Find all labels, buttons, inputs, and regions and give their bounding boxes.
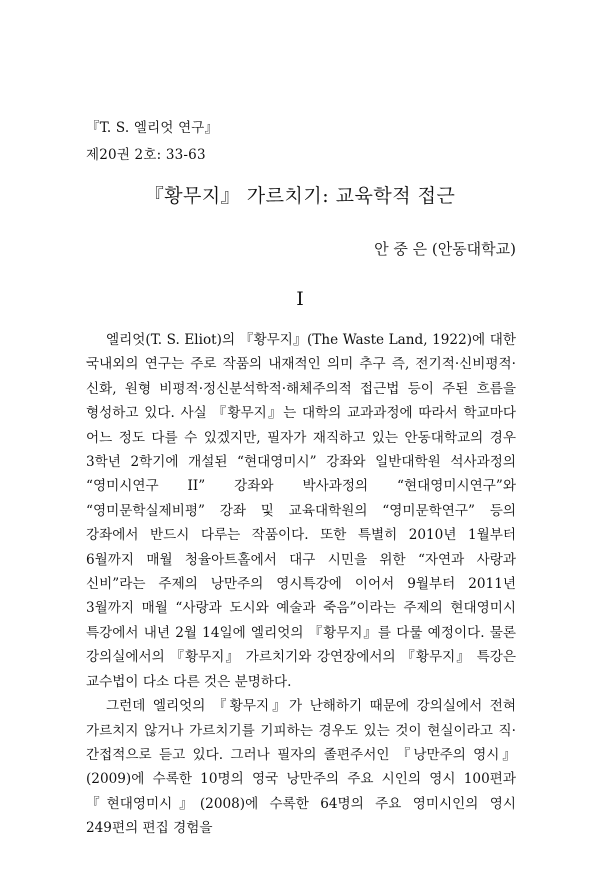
journal-issue-info: 제20권 2호: 33-63 bbox=[86, 147, 206, 163]
article-title: 『황무지』 가르치기: 교육학적 접근 bbox=[144, 185, 456, 207]
paragraph-2: 그런데 엘리엇의 『황무지』가 난해하기 때문에 강의실에서 전혀 가르치지 않거나 가르치기를 기피하는 경우도 있는 것이 현실이라고 직·간접적으로 듣고 있다. 그러나 필자의 졸편주서인 『낭만주의 영시』(2009)에 수록한 10명의 영국 낭만주의 주요 시인의 영시 100편과 『현대영미시』(2008)에 수록한 64명의 주요 영미시인의 영시 249편의 편집 경험을 bbox=[86, 698, 516, 837]
paragraph-1: 엘리엇(T. S. Eliot)의 『황무지』(The Waste Land, 1922)에 대한 국내외의 연구는 주로 작품의 내재적인 의미 추구 즉, 전기적·신비평적·신화, 원형 비평적·정신분석학적·해체주의적 접근법 등이 주된 흐름을 형성하고 있다. 사실 『황무지』는 대학의 교과과정에 따라서 학교마다 어느 정도 다를 수 있겠지만, 필자가 재직하고 있는 안동대학교의 경우 3학년 2학기에 개설된 “현대영미시” 강좌와 일반대학원 석사과정의 “영미시연구 II” 강좌와 박사과정의 “현대영미시연구”와 “영미문학실제비평” 강좌 및 교육대학원의 “영미문학연구” 등의 강좌에서 반드시 다루는 작품이다. 또한 특별히 2010년 1월부터 6월까지 매월 청율아트홀에서 대구 시민을 위한 “자연과 사랑과 신비”라는 주제의 낭만주의 영시특강에 이어서 9월부터 2011년 3월까지 매월 “사랑과 도시와 예술과 죽음”이라는 주제의 현대영미시 특강에서 내년 2월 14일에 엘리엇의 『황무지』를 다룰 예정이다. 물론 강의실에서의 『황무지』 가르치기와 강연장에서의 『황무지』 특강은 교수법이 다소 다른 것은 분명하다. bbox=[86, 332, 516, 690]
article-author: 안 중 은 (안동대학교) bbox=[374, 240, 516, 258]
section-heading: I bbox=[296, 288, 304, 310]
journal-title: 『T. S. 엘리엇 연구』 bbox=[86, 120, 219, 136]
body-text bbox=[86, 328, 516, 841]
